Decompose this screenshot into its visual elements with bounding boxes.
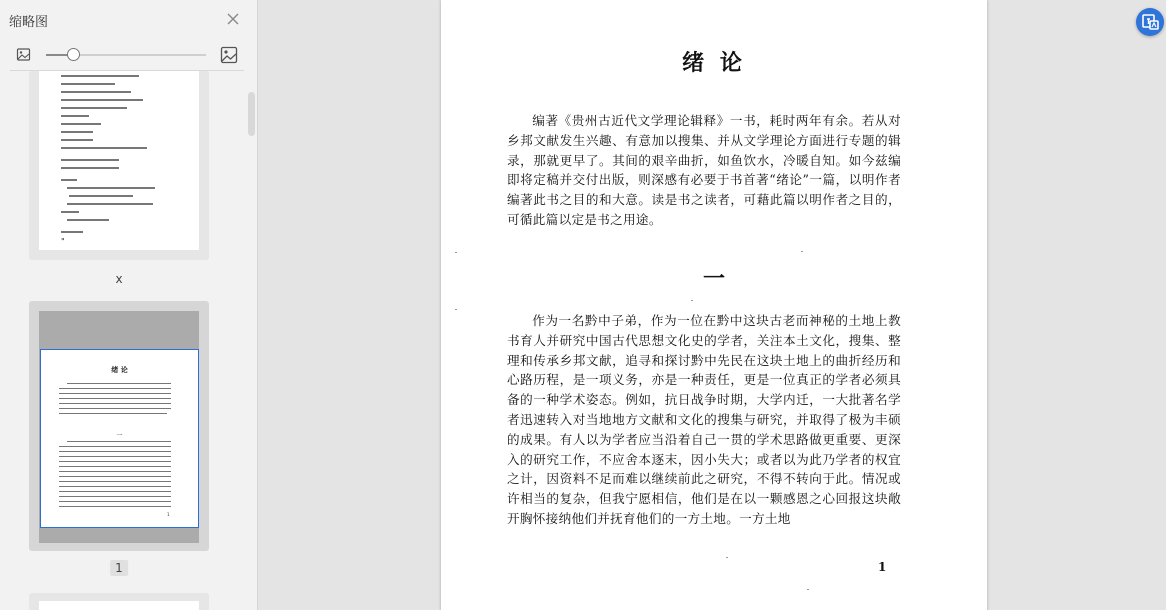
mini-page-number: 1 <box>167 512 170 517</box>
image-small-icon[interactable] <box>16 47 31 62</box>
image-large-icon[interactable] <box>220 46 238 64</box>
document-viewer[interactable] <box>258 0 1166 610</box>
translate-icon <box>1136 8 1164 36</box>
mini-section-number: 一 <box>116 432 123 439</box>
thumbnail-page-x[interactable] <box>29 71 209 260</box>
thumbnail-page-2[interactable] <box>29 593 209 610</box>
sidebar-title: 缩略图 <box>9 15 49 30</box>
close-icon[interactable] <box>226 12 240 26</box>
sidebar-scrollbar[interactable] <box>248 92 255 136</box>
page-title: 绪 论 <box>682 50 746 76</box>
thumbnail-zoom-slider[interactable] <box>46 54 206 56</box>
thumbnail-page-label: x <box>115 272 123 286</box>
intro-paragraph: 编著《贵州古近代文学理论辑释》一书，耗时两年有余。若从对乡邦文献发生兴趣、有意加以搜集、并从文学理论方面进行专题的辑录，那就更早了。其间的艰辛曲折，如鱼饮水，冷暖自知。如今兹编即将定稿并交付出版，则深感有必要于书首著“绪论”一篇，以明作者编著此书之目的和大意。读是书之读者，可藉此篇以明作者之目的，可循此篇以定是书之用途。 <box>507 113 901 227</box>
thumbnail-page-1[interactable] <box>29 301 209 551</box>
mini-page-title: 绪 论 <box>111 366 128 374</box>
body-paragraph: 作为一名黔中子弟，作为一位在黔中这块古老而神秘的土地上教书育人并研究中国古代思想文化史的学者，关注本土文化，搜集、整理和传承乡邦文献，追寻和探讨黔中先民在这块土地上的曲折经历和心路历程，是一项义务，亦是一种责任，更是一位真正的学者必须具备的一种学术姿态。例如，抗日战争时期，大学内迁，一大批著名学者迅速转入对当地地方文献和文化的搜集与研究，并取得了极为丰硕的成果。有人以为学者应当沿着自己一贯的学术思路做更重要、更深入的研究工作，不应舍本逐末，因小失大；或者以为此乃学者的权宜之计，因资料不足而难以继续前此之研究，不得不转向于此。情况或许相当的复杂，但我宁愿相信，他们是在以一颗感恩之心回报这块敞开胸怀接纳他们并抚育他们的一方土地。一方土地 <box>507 313 901 526</box>
document-page <box>441 0 987 610</box>
thumbnail-list[interactable] <box>0 71 257 610</box>
thumbnail-page-image: " <box>39 71 199 250</box>
section-heading: 一 <box>702 266 725 292</box>
current-view-frame[interactable] <box>40 349 199 528</box>
zoom-slider-handle[interactable] <box>67 48 80 61</box>
floating-tool-button[interactable] <box>1136 8 1164 36</box>
thumbnail-page-image <box>39 601 199 610</box>
thumbnail-sidebar <box>0 0 258 610</box>
page-number: 1 <box>878 560 887 574</box>
thumbnail-page-label-current: 1 <box>110 560 128 576</box>
thumbnail-zoom-toolbar <box>0 40 257 70</box>
sidebar-header <box>0 0 257 40</box>
